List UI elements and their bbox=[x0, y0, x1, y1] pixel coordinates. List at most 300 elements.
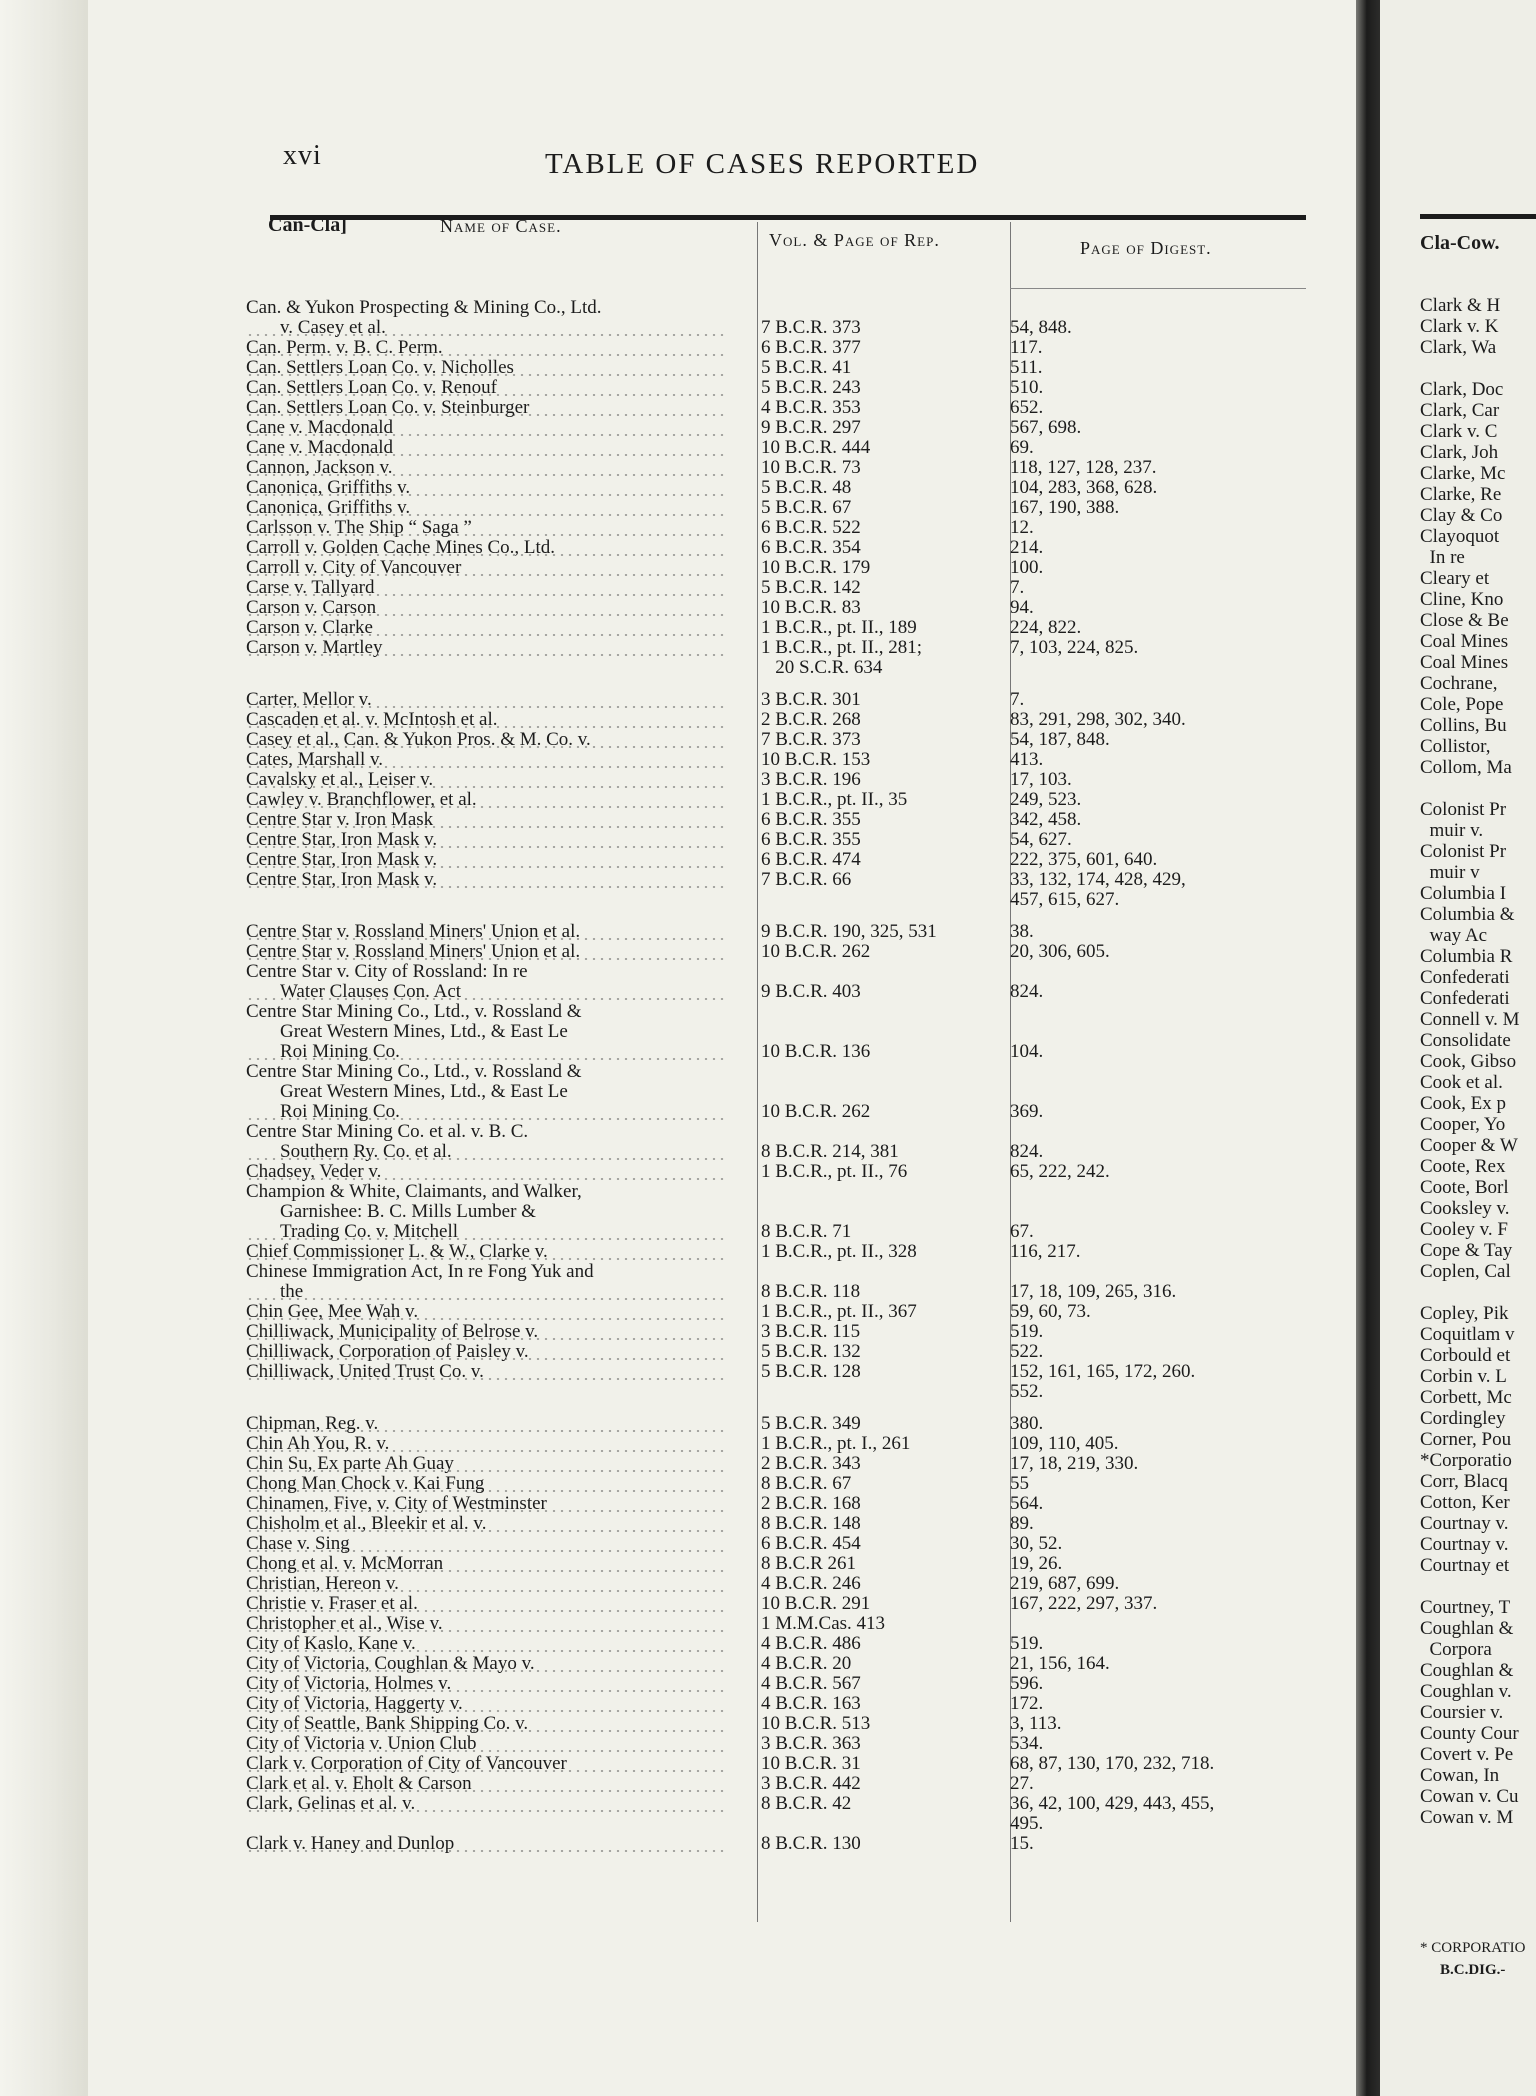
volume-page: 8 B.C.R. 214, 381 bbox=[761, 1141, 899, 1162]
case-name-fragment: Cook et al. bbox=[1420, 1072, 1503, 1093]
case-name-fragment: Clark & H bbox=[1420, 295, 1501, 316]
volume-page: 3 B.C.R. 363 bbox=[761, 1733, 861, 1754]
case-name-fragment: Corr, Blacq bbox=[1420, 1471, 1508, 1492]
volume-page: 1 B.C.R., pt. II., 367 bbox=[761, 1301, 917, 1322]
case-name-fragment: Columbia R bbox=[1420, 946, 1513, 967]
digest-pages: 519. bbox=[1010, 1633, 1044, 1654]
case-name-line: Chadsey, Veder v. bbox=[246, 1162, 726, 1182]
case-name-line: Centre Star, Iron Mask v. bbox=[246, 830, 726, 850]
case-name-line: Clark v. Haney and Dunlop bbox=[246, 1834, 726, 1854]
digest-pages: 27. bbox=[1010, 1773, 1034, 1794]
digest-pages: 167, 190, 388. bbox=[1010, 497, 1120, 518]
case-name-line: Great Western Mines, Ltd., & East Le bbox=[280, 1082, 568, 1102]
case-name-line: City of Victoria v. Union Club bbox=[246, 1734, 726, 1754]
case-name bbox=[246, 1362, 726, 1382]
digest-pages: 534. bbox=[1010, 1733, 1044, 1754]
volume-page: 9 B.C.R. 297 bbox=[761, 417, 861, 438]
case-name-line: Champion & White, Claimants, and Walker, bbox=[246, 1182, 582, 1202]
case-name-fragment: way Ac bbox=[1420, 925, 1488, 946]
case-name-line: Can. Settlers Loan Co. v. Nicholles bbox=[246, 358, 726, 378]
case-name bbox=[246, 578, 726, 598]
digest-pages: 596. bbox=[1010, 1673, 1044, 1694]
case-name-fragment: Clark, Joh bbox=[1420, 442, 1499, 463]
case-name-fragment: Colonist Pr bbox=[1420, 799, 1507, 820]
case-name bbox=[246, 378, 726, 398]
column-header-digest: Page of Digest. bbox=[1080, 238, 1212, 258]
digest-pages: 54, 848. bbox=[1010, 317, 1072, 338]
case-name bbox=[246, 850, 726, 870]
volume-page: 3 B.C.R. 301 bbox=[761, 689, 861, 710]
case-name-fragment: Confederati bbox=[1420, 988, 1510, 1009]
case-name-line: Chinamen, Five, v. City of Westminster bbox=[246, 1494, 726, 1514]
case-name bbox=[246, 1554, 726, 1574]
volume-page: 4 B.C.R. 567 bbox=[761, 1673, 861, 1694]
case-name-fragment: Cordingley bbox=[1420, 1408, 1506, 1429]
volume-page: 1 B.C.R., pt. II., 35 bbox=[761, 789, 908, 810]
case-name-line: Chilliwack, Corporation of Paisley v. bbox=[246, 1342, 726, 1362]
volume-page: 7 B.C.R. 373 bbox=[761, 729, 861, 750]
case-name-fragment: Coplen, Cal bbox=[1420, 1261, 1511, 1282]
case-name-line: City of Victoria, Coughlan & Mayo v. bbox=[246, 1654, 726, 1674]
case-name-line: Chin Gee, Mee Wah v. bbox=[246, 1302, 726, 1322]
volume-page: 5 B.C.R. 142 bbox=[761, 577, 861, 598]
column-header-name: Name of Case. bbox=[440, 216, 562, 236]
volume-page: 5 B.C.R. 243 bbox=[761, 377, 861, 398]
digest-pages: 342, 458. bbox=[1010, 809, 1082, 830]
case-name bbox=[246, 498, 726, 518]
case-name-fragment: muir v bbox=[1420, 862, 1480, 883]
case-name-line: City of Kaslo, Kane v. bbox=[246, 1634, 726, 1654]
case-name-line: Centre Star, Iron Mask v. bbox=[246, 850, 726, 870]
case-name-fragment: Cope & Tay bbox=[1420, 1240, 1513, 1261]
digest-pages: 7. bbox=[1010, 689, 1025, 710]
case-name-fragment: Clark v. C bbox=[1420, 421, 1498, 442]
digest-pages: 510. bbox=[1010, 377, 1044, 398]
case-name-line: Centre Star Mining Co., Ltd., v. Rossland & bbox=[246, 1062, 582, 1082]
case-name-line: Great Western Mines, Ltd., & East Le bbox=[280, 1022, 568, 1042]
case-name-fragment: Coal Mines bbox=[1420, 652, 1509, 673]
case-name bbox=[246, 1714, 726, 1734]
case-name-fragment: Corbould et bbox=[1420, 1345, 1511, 1366]
digest-pages: 65, 222, 242. bbox=[1010, 1161, 1110, 1182]
case-name-fragment: Consolidate bbox=[1420, 1030, 1511, 1051]
case-name-fragment: Coughlan & bbox=[1420, 1660, 1514, 1681]
case-name-line: City of Victoria, Haggerty v. bbox=[246, 1694, 726, 1714]
volume-page: 5 B.C.R. 128 bbox=[761, 1361, 861, 1382]
case-name-fragment: County Cour bbox=[1420, 1723, 1519, 1744]
volume-page: 8 B.C.R. 118 bbox=[761, 1281, 861, 1302]
case-name-fragment: Cooper, Yo bbox=[1420, 1114, 1506, 1135]
case-name bbox=[246, 1754, 726, 1774]
case-name-fragment: Coote, Rex bbox=[1420, 1156, 1506, 1177]
case-name-fragment: Collom, Ma bbox=[1420, 757, 1512, 778]
page-footer: B.C.DIG.- bbox=[1440, 1962, 1506, 1978]
volume-page: 1 B.C.R., pt. II., 189 bbox=[761, 617, 917, 638]
case-name bbox=[246, 1614, 726, 1634]
case-name-line: Centre Star Mining Co. et al. v. B. C. bbox=[246, 1122, 529, 1142]
volume-page: 5 B.C.R. 132 bbox=[761, 1341, 861, 1362]
case-name bbox=[246, 790, 726, 810]
case-name bbox=[246, 1694, 726, 1714]
case-name-fragment: Courtnay v. bbox=[1420, 1534, 1509, 1555]
digest-pages: 3, 113. bbox=[1010, 1713, 1062, 1734]
digest-pages: 369. bbox=[1010, 1101, 1044, 1122]
digest-pages: 7, 103, 224, 825. bbox=[1010, 637, 1139, 658]
digest-pages: 67. bbox=[1010, 1221, 1034, 1242]
case-name-line: the bbox=[246, 1282, 726, 1302]
volume-page: 3 B.C.R. 196 bbox=[761, 769, 861, 790]
case-name bbox=[246, 1494, 726, 1514]
volume-page: 4 B.C.R. 353 bbox=[761, 397, 861, 418]
case-name bbox=[246, 1474, 726, 1494]
volume-page: 8 B.C.R. 148 bbox=[761, 1513, 861, 1534]
case-name-line: Christopher et al., Wise v. bbox=[246, 1614, 726, 1634]
digest-pages: 219, 687, 699. bbox=[1010, 1573, 1120, 1594]
case-name-line: Canonica, Griffiths v. bbox=[246, 478, 726, 498]
case-name bbox=[246, 1242, 726, 1262]
volume-page: 9 B.C.R. 190, 325, 531 bbox=[761, 921, 937, 942]
digest-pages: 20, 306, 605. bbox=[1010, 941, 1110, 962]
volume-page: 1 M.M.Cas. 413 bbox=[761, 1613, 886, 1634]
case-name-fragment: Cotton, Ker bbox=[1420, 1492, 1510, 1513]
digest-pages: 21, 156, 164. bbox=[1010, 1653, 1110, 1674]
digest-pages: 33, 132, 174, 428, 429, 457, 615, 627. bbox=[1010, 869, 1186, 910]
case-name-line: Roi Mining Co. bbox=[246, 1102, 726, 1122]
volume-page: 5 B.C.R. 67 bbox=[761, 497, 852, 518]
case-name bbox=[246, 942, 726, 962]
case-name bbox=[246, 398, 726, 418]
case-name bbox=[246, 1002, 726, 1062]
case-name-line: Chin Su, Ex parte Ah Guay bbox=[246, 1454, 726, 1474]
volume-page: 6 B.C.R. 522 bbox=[761, 517, 861, 538]
case-name bbox=[246, 418, 726, 438]
footnote: * CORPORATIO bbox=[1420, 1940, 1526, 1956]
heading-rule bbox=[270, 215, 1306, 220]
case-name-line: Chin Ah You, R. v. bbox=[246, 1434, 726, 1454]
volume-page: 6 B.C.R. 355 bbox=[761, 809, 861, 830]
volume-page: 10 B.C.R. 136 bbox=[761, 1041, 871, 1062]
case-name bbox=[246, 1342, 726, 1362]
volume-page: 10 B.C.R. 444 bbox=[761, 437, 871, 458]
volume-page: 10 B.C.R. 31 bbox=[761, 1753, 861, 1774]
case-name-line: Chase v. Sing bbox=[246, 1534, 726, 1554]
case-name-line: Chong et al. v. McMorran bbox=[246, 1554, 726, 1574]
book-page-right bbox=[1380, 0, 1536, 2096]
case-name-fragment: Clark, Car bbox=[1420, 400, 1500, 421]
digest-pages: 413. bbox=[1010, 749, 1044, 770]
case-name-fragment: Corbin v. L bbox=[1420, 1366, 1507, 1387]
case-name-fragment: Corbett, Mc bbox=[1420, 1387, 1512, 1408]
volume-page: 9 B.C.R. 403 bbox=[761, 981, 861, 1002]
volume-page: 6 B.C.R. 355 bbox=[761, 829, 861, 850]
case-name-line: Trading Co. v. Mitchell bbox=[246, 1222, 726, 1242]
volume-page: 6 B.C.R. 354 bbox=[761, 537, 861, 558]
case-name bbox=[246, 598, 726, 618]
case-name bbox=[246, 1162, 726, 1182]
digest-pages: 116, 217. bbox=[1010, 1241, 1081, 1262]
case-name-line: Carson v. Martley bbox=[246, 638, 726, 658]
digest-pages: 104, 283, 368, 628. bbox=[1010, 477, 1158, 498]
digest-pages: 30, 52. bbox=[1010, 1533, 1063, 1554]
header-underline bbox=[1010, 288, 1306, 289]
case-name bbox=[246, 638, 726, 658]
digest-pages: 167, 222, 297, 337. bbox=[1010, 1593, 1158, 1614]
case-name-fragment: Coote, Borl bbox=[1420, 1177, 1509, 1198]
case-name bbox=[246, 1834, 726, 1854]
case-name-line: Canonica, Griffiths v. bbox=[246, 498, 726, 518]
volume-page: 8 B.C.R. 130 bbox=[761, 1833, 861, 1854]
volume-page: 6 B.C.R. 377 bbox=[761, 337, 861, 358]
case-name-fragment: Coal Mines bbox=[1420, 631, 1509, 652]
case-name bbox=[246, 538, 726, 558]
case-name bbox=[246, 1122, 726, 1162]
case-name-fragment: Cowan, In bbox=[1420, 1765, 1500, 1786]
case-name-fragment: Corpora bbox=[1420, 1639, 1492, 1660]
digest-pages: 522. bbox=[1010, 1341, 1044, 1362]
volume-page: 4 B.C.R. 246 bbox=[761, 1573, 861, 1594]
case-name-fragment: Cochrane, bbox=[1420, 673, 1498, 694]
volume-page: 10 B.C.R. 262 bbox=[761, 1101, 871, 1122]
case-name bbox=[246, 478, 726, 498]
case-name bbox=[246, 1062, 726, 1122]
digest-pages: 69. bbox=[1010, 437, 1034, 458]
case-name-line: City of Seattle, Bank Shipping Co. v. bbox=[246, 1714, 726, 1734]
volume-page: 5 B.C.R. 349 bbox=[761, 1413, 861, 1434]
case-name-line: Can. Perm. v. B. C. Perm. bbox=[246, 338, 726, 358]
volume-page: 5 B.C.R. 41 bbox=[761, 357, 852, 378]
case-name bbox=[246, 518, 726, 538]
case-name bbox=[246, 618, 726, 638]
case-name bbox=[246, 690, 726, 710]
digest-pages: 249, 523. bbox=[1010, 789, 1082, 810]
case-name bbox=[246, 1794, 726, 1814]
digest-pages: 214. bbox=[1010, 537, 1044, 558]
case-name bbox=[246, 438, 726, 458]
case-name-line: Centre Star v. Rossland Miners' Union et al. bbox=[246, 922, 726, 942]
case-name-line: Cane v. Macdonald bbox=[246, 438, 726, 458]
case-name-line: Christie v. Fraser et al. bbox=[246, 1594, 726, 1614]
digest-pages: 36, 42, 100, 429, 443, 455, 495. bbox=[1010, 1793, 1215, 1834]
case-name bbox=[246, 962, 726, 1002]
case-name bbox=[246, 1674, 726, 1694]
case-name-fragment: Cleary et bbox=[1420, 568, 1490, 589]
case-name bbox=[246, 298, 726, 338]
digest-pages: 824. bbox=[1010, 1141, 1044, 1162]
case-name bbox=[246, 1594, 726, 1614]
volume-page: 4 B.C.R. 163 bbox=[761, 1693, 861, 1714]
case-name-fragment: Cline, Kno bbox=[1420, 589, 1504, 610]
digest-pages: 89. bbox=[1010, 1513, 1034, 1534]
case-name-line: Centre Star Mining Co., Ltd., v. Rossland & bbox=[246, 1002, 582, 1022]
case-name-fragment: Collistor, bbox=[1420, 736, 1491, 757]
digest-pages: 17, 18, 109, 265, 316. bbox=[1010, 1281, 1177, 1302]
case-name-line: v. Casey et al. bbox=[246, 318, 726, 338]
volume-page: 7 B.C.R. 373 bbox=[761, 317, 861, 338]
case-name-line: Cannon, Jackson v. bbox=[246, 458, 726, 478]
case-name-fragment: Confederati bbox=[1420, 967, 1510, 988]
case-name-fragment: Cowan v. Cu bbox=[1420, 1786, 1519, 1807]
digest-pages: 15. bbox=[1010, 1833, 1034, 1854]
case-name bbox=[246, 1574, 726, 1594]
case-name-line: Clark et al. v. Eholt & Carson bbox=[246, 1774, 726, 1794]
case-name bbox=[246, 1322, 726, 1342]
case-name bbox=[246, 730, 726, 750]
digest-pages: 83, 291, 298, 302, 340. bbox=[1010, 709, 1186, 730]
digest-pages: 152, 161, 165, 172, 260. 552. bbox=[1010, 1361, 1196, 1402]
case-name-line: Carroll v. Golden Cache Mines Co., Ltd. bbox=[246, 538, 726, 558]
case-name bbox=[246, 458, 726, 478]
case-name bbox=[246, 1534, 726, 1554]
volume-page: 5 B.C.R. 48 bbox=[761, 477, 852, 498]
volume-page: 10 B.C.R. 262 bbox=[761, 941, 871, 962]
case-name-fragment: Cooksley v. bbox=[1420, 1198, 1510, 1219]
alpha-range: Cla-Cow. bbox=[1420, 232, 1500, 254]
digest-pages: 564. bbox=[1010, 1493, 1044, 1514]
case-name-fragment: Cook, Gibso bbox=[1420, 1051, 1517, 1072]
case-name-line: Centre Star v. Iron Mask bbox=[246, 810, 726, 830]
case-name bbox=[246, 1302, 726, 1322]
digest-pages: 59, 60, 73. bbox=[1010, 1301, 1091, 1322]
case-name-line: Carse v. Tallyard bbox=[246, 578, 726, 598]
case-name-line: Centre Star v. Rossland Miners' Union et al. bbox=[246, 942, 726, 962]
digest-pages: 380. bbox=[1010, 1413, 1044, 1434]
case-name-line: Carson v. Carson bbox=[246, 598, 726, 618]
case-name-line: Southern Ry. Co. et al. bbox=[246, 1142, 726, 1162]
book-gutter bbox=[1356, 0, 1380, 2096]
case-name-fragment: Cooper & W bbox=[1420, 1135, 1518, 1156]
case-name-line: Chinese Immigration Act, In re Fong Yuk and bbox=[246, 1262, 594, 1282]
case-name bbox=[246, 710, 726, 730]
volume-page: 8 B.C.R. 67 bbox=[761, 1473, 852, 1494]
case-name-line: Clark, Gelinas et al. v. bbox=[246, 1794, 726, 1814]
volume-page: 8 B.C.R. 42 bbox=[761, 1793, 852, 1814]
digest-pages: 55 bbox=[1010, 1473, 1029, 1494]
case-name-line: Chong Man Chock v. Kai Fung bbox=[246, 1474, 726, 1494]
case-name bbox=[246, 1654, 726, 1674]
case-name-line: Cawley v. Branchflower, et al. bbox=[246, 790, 726, 810]
case-name bbox=[246, 1454, 726, 1474]
case-name bbox=[246, 830, 726, 850]
volume-page: 2 B.C.R. 168 bbox=[761, 1493, 861, 1514]
volume-page: 10 B.C.R. 179 bbox=[761, 557, 871, 578]
case-name-line: City of Victoria, Holmes v. bbox=[246, 1674, 726, 1694]
digest-pages: 54, 627. bbox=[1010, 829, 1072, 850]
case-name-fragment: Courtnay v. bbox=[1420, 1513, 1509, 1534]
case-name-fragment: Corner, Pou bbox=[1420, 1429, 1512, 1450]
case-name-line: Carson v. Clarke bbox=[246, 618, 726, 638]
case-name bbox=[246, 770, 726, 790]
case-name bbox=[246, 750, 726, 770]
digest-pages: 19, 26. bbox=[1010, 1553, 1063, 1574]
case-name-line: Roi Mining Co. bbox=[246, 1042, 726, 1062]
volume-page: 3 B.C.R. 442 bbox=[761, 1773, 861, 1794]
case-name-fragment: Columbia I bbox=[1420, 883, 1507, 904]
digest-pages: 118, 127, 128, 237. bbox=[1010, 457, 1157, 478]
digest-pages: 54, 187, 848. bbox=[1010, 729, 1110, 750]
case-name-fragment: Cole, Pope bbox=[1420, 694, 1504, 715]
page-edge bbox=[0, 0, 92, 2096]
case-name bbox=[246, 810, 726, 830]
case-name-fragment: Connell v. M bbox=[1420, 1009, 1520, 1030]
case-name-fragment: Colonist Pr bbox=[1420, 841, 1507, 862]
case-name bbox=[246, 1634, 726, 1654]
case-name bbox=[246, 338, 726, 358]
page-title: TABLE OF CASES REPORTED bbox=[545, 148, 980, 180]
digest-pages: 224, 822. bbox=[1010, 617, 1082, 638]
case-name bbox=[246, 358, 726, 378]
case-name-fragment: Clayoquot bbox=[1420, 526, 1500, 547]
page-number: xvi bbox=[283, 140, 322, 171]
case-name-fragment: Courtney, T bbox=[1420, 1597, 1511, 1618]
digest-pages: 519. bbox=[1010, 1321, 1044, 1342]
case-name-line: Water Clauses Con. Act bbox=[246, 982, 726, 1002]
heading-rule bbox=[1420, 214, 1536, 219]
digest-pages: 652. bbox=[1010, 397, 1044, 418]
case-name-fragment: Clark, Doc bbox=[1420, 379, 1504, 400]
case-name bbox=[246, 1774, 726, 1794]
volume-page: 6 B.C.R. 474 bbox=[761, 849, 861, 870]
volume-page: 2 B.C.R. 343 bbox=[761, 1453, 861, 1474]
case-name-line: Carter, Mellor v. bbox=[246, 690, 726, 710]
digest-pages: 104. bbox=[1010, 1041, 1044, 1062]
case-name-fragment: Coquitlam v bbox=[1420, 1324, 1515, 1345]
volume-page: 10 B.C.R. 513 bbox=[761, 1713, 871, 1734]
case-name-line: Cates, Marshall v. bbox=[246, 750, 726, 770]
digest-pages: 38. bbox=[1010, 921, 1034, 942]
case-name-fragment: Coughlan & bbox=[1420, 1618, 1514, 1639]
digest-pages: 567, 698. bbox=[1010, 417, 1082, 438]
case-name-fragment: Collins, Bu bbox=[1420, 715, 1507, 736]
case-name-fragment: muir v. bbox=[1420, 820, 1484, 841]
volume-page: 1 B.C.R., pt. I., 261 bbox=[761, 1433, 911, 1454]
digest-pages: 68, 87, 130, 170, 232, 718. bbox=[1010, 1753, 1215, 1774]
digest-pages: 17, 18, 219, 330. bbox=[1010, 1453, 1139, 1474]
digest-pages: 94. bbox=[1010, 597, 1034, 618]
volume-page: 1 B.C.R., pt. II., 328 bbox=[761, 1241, 917, 1262]
column-divider bbox=[757, 222, 758, 1922]
digest-pages: 12. bbox=[1010, 517, 1034, 538]
volume-page: 8 B.C.R. 71 bbox=[761, 1221, 852, 1242]
case-name-line: Cane v. Macdonald bbox=[246, 418, 726, 438]
case-name-line: Chief Commissioner L. & W., Clarke v. bbox=[246, 1242, 726, 1262]
case-name-fragment: Coursier v. bbox=[1420, 1702, 1504, 1723]
case-name-fragment: Covert v. Pe bbox=[1420, 1744, 1514, 1765]
digest-pages: 172. bbox=[1010, 1693, 1044, 1714]
case-name-fragment: Courtnay et bbox=[1420, 1555, 1510, 1576]
volume-page: 3 B.C.R. 115 bbox=[761, 1321, 861, 1342]
case-name-fragment: Cooley v. F bbox=[1420, 1219, 1508, 1240]
case-name-line: Christian, Hereon v. bbox=[246, 1574, 726, 1594]
case-name-line: Carroll v. City of Vancouver bbox=[246, 558, 726, 578]
case-name-fragment: Clarke, Mc bbox=[1420, 463, 1506, 484]
case-name-line: Garnishee: B. C. Mills Lumber & bbox=[280, 1202, 536, 1222]
case-name-line: Centre Star v. City of Rossland: In re bbox=[246, 962, 528, 982]
case-name-line: Can. & Yukon Prospecting & Mining Co., Ltd. bbox=[246, 298, 602, 318]
case-name-fragment: *Corporatio bbox=[1420, 1450, 1512, 1471]
case-name bbox=[246, 922, 726, 942]
volume-page: 4 B.C.R. 486 bbox=[761, 1633, 861, 1654]
case-name-line: Carlsson v. The Ship “ Saga ” bbox=[246, 518, 726, 538]
volume-page: 1 B.C.R., pt. II., 76 bbox=[761, 1161, 908, 1182]
volume-page: 1 B.C.R., pt. II., 281; 20 S.C.R. 634 bbox=[761, 637, 922, 678]
case-name-line: Chilliwack, Municipality of Belrose v. bbox=[246, 1322, 726, 1342]
case-name-fragment: Clark v. K bbox=[1420, 316, 1499, 337]
case-name-line: Chipman, Reg. v. bbox=[246, 1414, 726, 1434]
volume-page: 8 B.C.R 261 bbox=[761, 1553, 857, 1574]
case-name-fragment: Columbia & bbox=[1420, 904, 1515, 925]
digest-pages: 100. bbox=[1010, 557, 1044, 578]
digest-pages: 824. bbox=[1010, 981, 1044, 1002]
